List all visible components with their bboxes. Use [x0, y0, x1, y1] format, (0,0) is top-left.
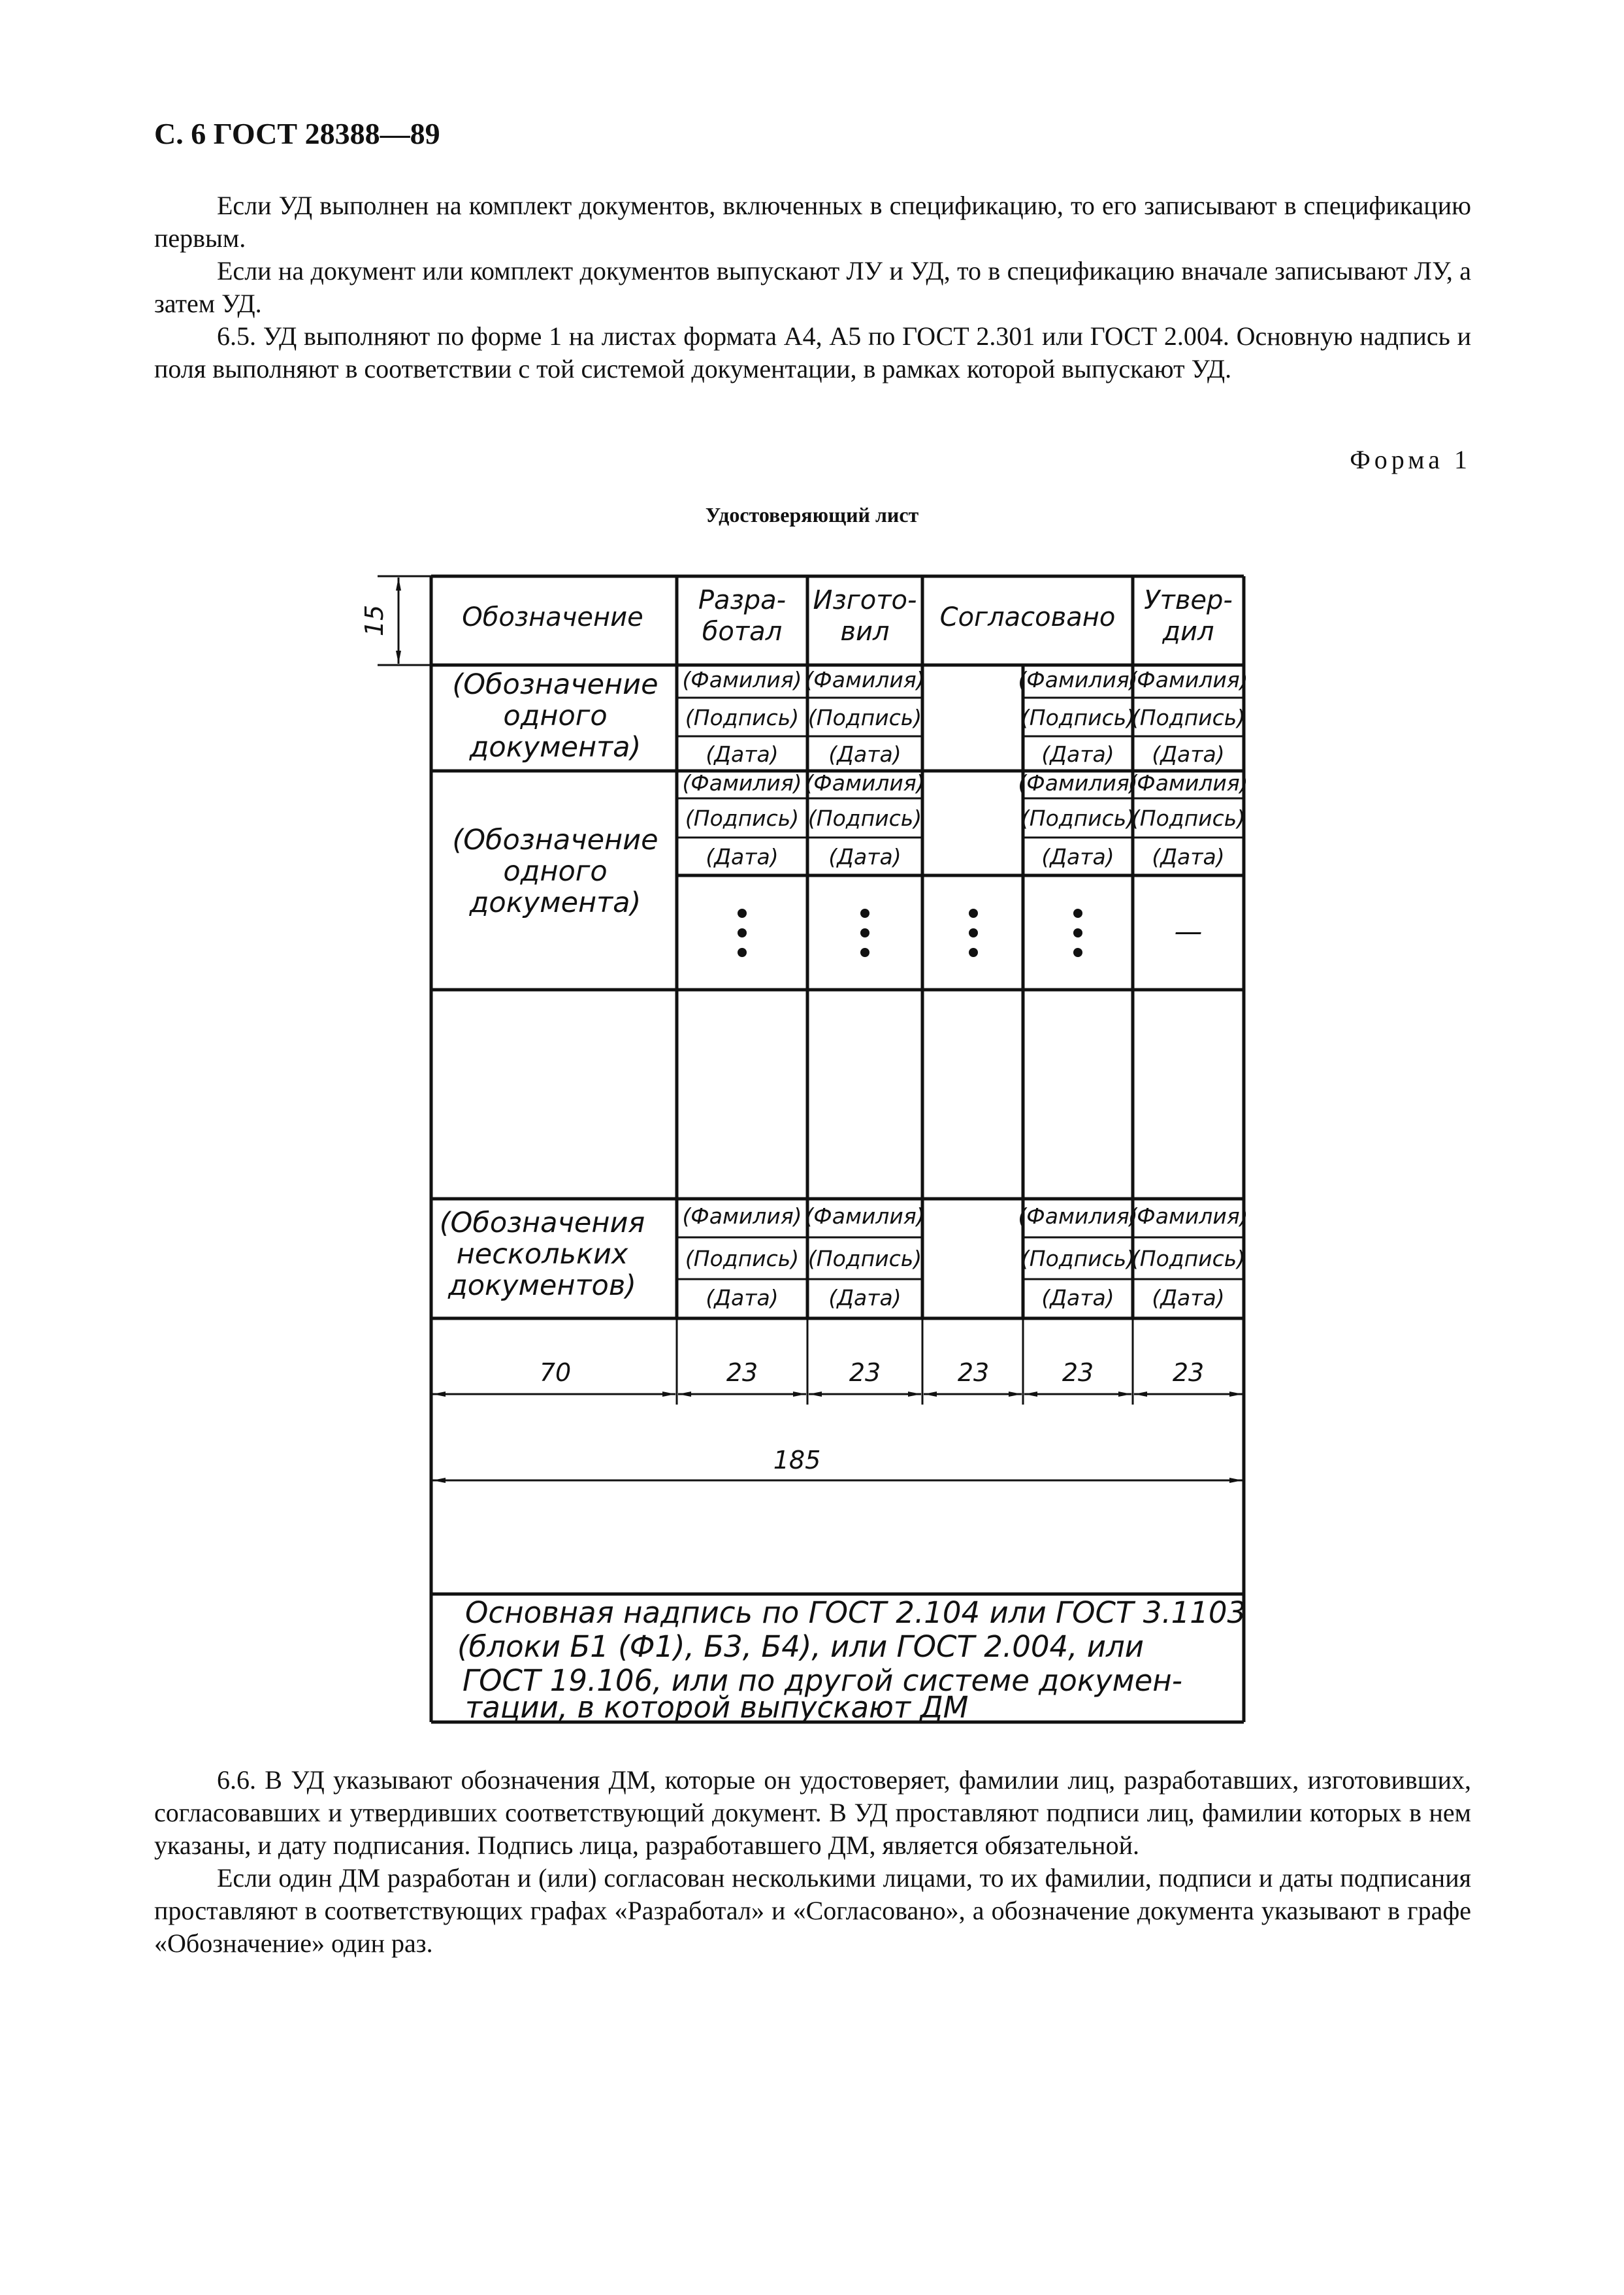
surname-placeholder: (Фамилия): [805, 1203, 925, 1229]
surname-placeholder: (Фамилия): [805, 770, 925, 796]
doc-designation-line: одного: [503, 855, 608, 888]
date-placeholder: (Дата): [828, 1285, 901, 1310]
column-header-agreed: Согласовано: [939, 602, 1116, 632]
date-placeholder: (Дата): [828, 844, 901, 870]
continuation-dots: [738, 909, 1082, 957]
signature-placeholder: (Подпись): [1020, 705, 1135, 730]
doc-designation-line: документов): [448, 1269, 636, 1302]
surname-placeholder: (Фамилия): [1128, 770, 1248, 796]
paragraph: 6.5. УД выполняют по форме 1 на листах формата А4, А5 по ГОСТ 2.301 или ГОСТ 2.004. Основную надпись и поля выполняют в соответствии с той системой документации, в рамках которой выпускают УД.: [154, 321, 1471, 383]
surname-placeholder: (Фамилия): [1018, 667, 1138, 692]
signature-placeholder: (Подпись): [807, 806, 922, 831]
column-header-designation: Обозначение: [462, 602, 643, 632]
dash-mark: —: [1174, 915, 1203, 948]
date-placeholder: (Дата): [1152, 741, 1225, 767]
title-block-line: ГОСТ 19.106, или по другой системе докумен-: [463, 1663, 1182, 1698]
dimension-label: 185: [773, 1446, 821, 1474]
surname-placeholder: (Фамилия): [805, 667, 925, 692]
column-header-manufactured-1: Изгото-: [813, 585, 917, 615]
date-placeholder: (Дата): [1041, 741, 1114, 767]
title-block-line: Основная надпись по ГОСТ 2.104 или ГОСТ 3.1103: [465, 1595, 1246, 1630]
signature-placeholder: (Подпись): [807, 705, 922, 730]
header-height-dimension: [360, 576, 431, 665]
signature-placeholder: (Подпись): [685, 806, 800, 831]
doc-designation-line: нескольких: [456, 1238, 628, 1271]
surname-placeholder: (Фамилия): [1018, 1203, 1138, 1229]
title-block-note: [457, 1595, 1246, 1698]
surname-placeholder: (Фамилия): [682, 770, 802, 796]
page-header: С. 6 ГОСТ 28388—89: [154, 117, 440, 150]
dimension-label: 23: [1062, 1358, 1094, 1387]
signature-placeholder: (Подпись): [807, 1246, 922, 1271]
doc-designation-line: (Обозначения: [439, 1207, 645, 1239]
form-title: Удостоверяющий лист: [705, 503, 919, 527]
surname-placeholder: (Фамилия): [1018, 770, 1138, 796]
surname-placeholder: (Фамилия): [682, 1203, 802, 1229]
signature-placeholder: (Подпись): [685, 1246, 800, 1271]
paragraph: 6.6. В УД указывают обозначения ДМ, которые он удостоверяет, фамилии лиц, разработавших, изготовивших, согласовавших и утвердивших соответствующий документ. В УД проставляют подписи лиц, фамилии которых в нем указаны, и дату подписания. Подпись лица, разработавшего ДМ, является обязательной.: [154, 1765, 1471, 1860]
doc-designation-line: документа): [469, 887, 641, 919]
date-placeholder: (Дата): [1152, 1285, 1225, 1310]
signature-placeholder: (Подпись): [1020, 806, 1135, 831]
surname-placeholder: (Фамилия): [1128, 1203, 1248, 1229]
doc-designation-line: одного: [503, 700, 608, 732]
date-placeholder: (Дата): [1041, 1285, 1114, 1310]
signature-placeholder: (Подпись): [685, 705, 800, 730]
dimension-label: 23: [726, 1358, 758, 1387]
column-header-approved-1: Утвер-: [1144, 585, 1233, 615]
date-placeholder: (Дата): [1041, 844, 1114, 870]
dimension-label: 70: [539, 1358, 572, 1387]
signature-placeholder: (Подпись): [1131, 806, 1246, 831]
date-placeholder: (Дата): [706, 844, 779, 870]
paragraph: Если на документ или комплект документов выпускают ЛУ и УД, то в спецификацию вначале записывают ЛУ, а затем УД.: [154, 256, 1471, 318]
dimension-label: 23: [849, 1358, 881, 1387]
signature-placeholder: (Подпись): [1020, 1246, 1135, 1271]
column-header-manufactured-2: вил: [840, 617, 890, 647]
column-header-approved-2: дил: [1162, 617, 1214, 647]
date-placeholder: (Дата): [828, 741, 901, 767]
column-width-dimensions: [432, 1318, 1242, 1405]
title-block-line: тации, в которой выпускают ДМ: [465, 1690, 969, 1725]
date-placeholder: (Дата): [706, 741, 779, 767]
title-block-line: (блоки Б1 (Ф1), Б3, Б4), или ГОСТ 2.004, или: [457, 1629, 1144, 1664]
dimension-label: 15: [360, 604, 389, 637]
paragraph: Если УД выполнен на комплект документов, включенных в спецификацию, то его записывают в спецификацию первым.: [154, 191, 1471, 253]
doc-designation-line: (Обозначение: [452, 824, 658, 856]
surname-placeholder: (Фамилия): [1128, 667, 1248, 692]
column-header-developed-2: ботал: [702, 617, 783, 647]
paragraph: Если один ДМ разработан и (или) согласован несколькими лицами, то их фамилии, подписи и даты подписания проставляют в соответствующих графах «Разработал» и «Согласовано», а обозначение документа указывают в графе «Обозначение» один раз.: [154, 1863, 1471, 1958]
outro-text: [154, 1764, 1471, 1960]
dimension-label: 23: [957, 1358, 990, 1387]
column-header-developed-1: Разра-: [698, 585, 787, 615]
total-width-dimension: [432, 1446, 1242, 1480]
signature-placeholder: (Подпись): [1131, 1246, 1246, 1271]
form-label: Форма 1: [1350, 445, 1471, 474]
doc-designation-line: документа): [469, 731, 641, 764]
date-placeholder: (Дата): [1152, 844, 1225, 870]
dimension-label: 23: [1172, 1358, 1205, 1387]
date-placeholder: (Дата): [706, 1285, 779, 1310]
signature-placeholder: (Подпись): [1131, 705, 1246, 730]
surname-placeholder: (Фамилия): [682, 667, 802, 692]
doc-designation-line: (Обозначение: [452, 668, 658, 701]
